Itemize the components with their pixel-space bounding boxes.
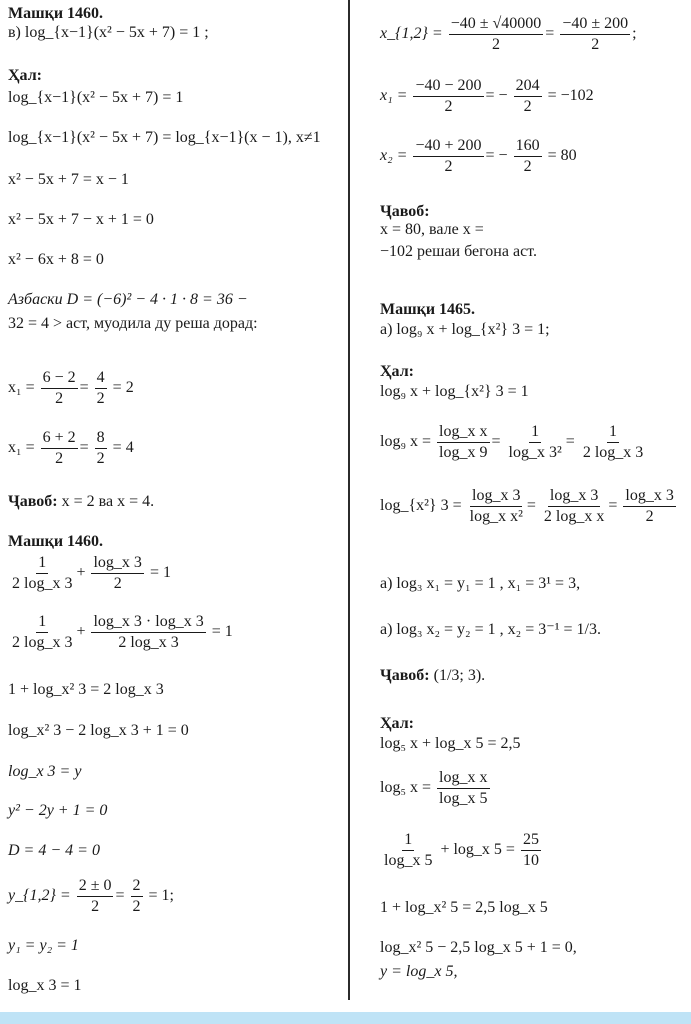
- equation-line: y = log_x 5,: [380, 963, 458, 980]
- equation-lhs: y_{1,2} =: [8, 887, 71, 905]
- numerator: 6 + 2: [41, 430, 78, 449]
- numerator: log_x x: [437, 424, 489, 443]
- equation-rhs: = 1: [149, 564, 171, 582]
- numerator: log_x 3: [91, 555, 143, 574]
- denominator: 2: [444, 158, 453, 175]
- numerator: −40 ± 200: [560, 16, 630, 35]
- numerator: log_x 3: [548, 488, 600, 507]
- denominator: 2: [96, 390, 105, 407]
- equation-line: а) log₃ x₂ = y₂ = 1 , x₂ = 3⁻¹ = 1/3.: [380, 621, 601, 638]
- denominator: 2: [444, 98, 453, 115]
- equation-line: а) log₃ x₁ = y₁ = 1 , x₁ = 3¹ = 3,: [380, 575, 581, 592]
- denominator: 2: [645, 508, 654, 525]
- denominator: log_x 9: [439, 444, 488, 461]
- equation-line: log_x 3 = 1: [8, 977, 82, 994]
- equation-lhs: log_{x²} 3 =: [380, 497, 462, 515]
- numerator: 2 ± 0: [77, 878, 114, 897]
- denominator: 2: [523, 98, 532, 115]
- denominator: log_x 3²: [508, 444, 562, 461]
- fraction: [468, 488, 525, 525]
- fraction: [542, 488, 606, 525]
- solution-label: Ҳал:: [380, 363, 414, 380]
- equation-line: [380, 832, 543, 869]
- root-x2: x₁ = $\frac{6 + 2}{2}$ = $\frac{8}{2}$ = 4: [8, 429, 134, 467]
- fraction: [91, 614, 205, 651]
- fraction: [95, 370, 107, 407]
- exercise-heading: Машқи 1465.: [380, 301, 476, 318]
- numerator: log_x x: [437, 770, 489, 789]
- fraction: [514, 78, 542, 115]
- equation-line: log_x 3 = y: [8, 763, 82, 780]
- equation-line: y_{1,2} = $\frac{2 \pm 0}{2}$ = $\frac{2}{2}$ = 1;: [8, 877, 174, 915]
- equation-rhs: = 1: [211, 623, 233, 641]
- denominator: 2 log_x x: [543, 508, 605, 525]
- equation-line: log₉ x = $\frac{\text{log\_x x}}{\log\_x 9}$ = $\frac{1}{\text{log\_x 3²}}$ = $\frac{1}{2 \log\_x 3}$: [380, 423, 644, 461]
- equation-line: [380, 770, 492, 807]
- numerator: 160: [514, 138, 542, 157]
- numerator: 204: [514, 78, 542, 97]
- equation-rhs: ;: [632, 25, 637, 43]
- fraction: [521, 832, 541, 869]
- denominator: 2 log_x 3: [118, 634, 179, 651]
- denominator: 2: [113, 575, 122, 592]
- equation-line: x² − 5x + 7 = x − 1: [8, 171, 129, 188]
- equation-line: [380, 78, 594, 115]
- equation-lhs: log₉ x =: [380, 433, 432, 451]
- numerator: 1: [36, 614, 48, 633]
- denominator: 2: [523, 158, 532, 175]
- exercise-heading: Машқи 1460.: [8, 5, 104, 22]
- root-x1: x₁ = $\frac{6 - 2}{2}$ = $\frac{4}{2}$ = 2: [8, 369, 134, 407]
- denominator: 2: [55, 390, 64, 407]
- fraction: [581, 424, 645, 461]
- answer-label: Ҷавоб:: [380, 203, 430, 220]
- equation-line: y² − 2y + 1 = 0: [8, 802, 108, 819]
- equation-line: x_{1,2} = $\frac{-40 \pm √40000}{2}$ = $\frac{-40 \pm 200}{2}$ ;: [380, 15, 637, 53]
- equation-line: y₁ = y₂ = 1: [8, 937, 79, 954]
- numerator: −40 ± √40000: [449, 16, 544, 35]
- numerator: 1: [36, 555, 48, 574]
- equation-line: $\frac{1}{2 \log\_x 3}$ + $\frac{\log\_x 3}{2}$ = 1: [12, 554, 171, 592]
- equation-line: 1 + log_x² 5 = 2,5 log_x 5: [380, 899, 548, 916]
- fraction: [95, 430, 107, 467]
- denominator: 2: [55, 450, 64, 467]
- exercise-heading: Машқи 1460.: [8, 533, 104, 550]
- numerator: 2: [131, 878, 143, 897]
- discriminant-text: 32 = 4 > аст, муодила ду реша дорад:: [8, 315, 258, 332]
- denominator: 2 log_x 3: [582, 444, 644, 461]
- answer-label: Ҷавоб:: [8, 493, 58, 510]
- equation-line: log_x² 3 − 2 log_x 3 + 1 = 0: [8, 722, 189, 739]
- answer: [8, 494, 154, 510]
- fraction: [91, 555, 143, 592]
- fraction: [413, 138, 483, 175]
- equation-line: log_x² 5 − 2,5 log_x 5 + 1 = 0,: [380, 939, 577, 956]
- numerator: 8: [95, 430, 107, 449]
- equation-line: $\frac{1}{2 \log\_x 3}$ + $\frac{\log\_x 3 \cdot \log\_x 3}{2 \log\_x 3}$ = 1: [12, 613, 233, 651]
- fraction: [413, 78, 483, 115]
- numerator: 1: [402, 832, 414, 851]
- fraction: [382, 832, 434, 869]
- equation-line: x² − 5x + 7 − x + 1 = 0: [8, 211, 154, 228]
- footer-band: [0, 1012, 691, 1024]
- denominator: 2: [591, 36, 600, 53]
- fraction: [131, 878, 143, 915]
- root-value: = 4: [112, 439, 134, 457]
- answer-text: x = 2 ва x = 4.: [61, 493, 155, 510]
- solution-label: Ҳал:: [380, 715, 414, 732]
- denominator: 10: [522, 852, 539, 869]
- numerator: 1: [607, 424, 619, 443]
- fraction: [10, 555, 74, 592]
- equation-line: 1 + log_x² 3 = 2 log_x 3: [8, 681, 164, 698]
- numerator: log_x 3 · log_x 3: [91, 614, 205, 633]
- numerator: 6 − 2: [41, 370, 78, 389]
- answer: [380, 668, 485, 684]
- answer-text: x = 80, вале x =: [380, 221, 484, 238]
- equation-line: log_{x−1}(x² − 5x + 7) = 1: [8, 89, 184, 106]
- discriminant-text: Азбаски D = (−6)² − 4 · 1 · 8 = 36 −: [8, 291, 248, 308]
- equation-line: D = 4 − 4 = 0: [8, 842, 100, 859]
- fraction: [41, 430, 78, 467]
- equation-lhs: x₁ =: [380, 87, 408, 105]
- answer-label: Ҷавоб:: [380, 667, 430, 684]
- denominator: 2: [132, 898, 141, 915]
- fraction: [560, 16, 630, 53]
- equation-line: [380, 138, 577, 175]
- denominator: 2 log_x 3: [12, 634, 73, 651]
- equation-line: log₉ x + log_{x²} 3 = 1: [380, 383, 529, 400]
- denominator: 2 log_x 3: [12, 575, 73, 592]
- equation-line: log_{x²} 3 = $\frac{\log\_x 3}{\text{log\_x x²}}$ = $\frac{\log\_x 3}{\text{2 log\_x x}}$ = $\frac{\log\_x 3}{2}$: [380, 487, 674, 525]
- equation-rhs: = −102: [547, 87, 594, 105]
- answer-text: (1/3; 3).: [433, 667, 486, 684]
- denominator: log_x x²: [469, 508, 523, 525]
- root-value: = 2: [112, 379, 134, 397]
- equation-rhs: = 80: [547, 147, 577, 165]
- equation-mid: + log_x 5 =: [440, 841, 515, 859]
- numerator: log_x 3: [623, 488, 675, 507]
- numerator: 1: [529, 424, 541, 443]
- solution-label: Ҳал:: [8, 67, 42, 84]
- equation-line: log₅ x + log_x 5 = 2,5: [380, 735, 521, 752]
- equation-lhs: x_{1,2} =: [380, 25, 443, 43]
- fraction: [449, 16, 544, 53]
- fraction: [41, 370, 78, 407]
- denominator: log_x 5: [439, 790, 488, 807]
- equation-rhs: = 1;: [148, 887, 174, 905]
- fraction: [514, 138, 542, 175]
- column-divider: [348, 0, 350, 1000]
- numerator: log_x 3: [470, 488, 522, 507]
- equation-mid: = −: [485, 87, 508, 105]
- equation-line: x² − 6x + 8 = 0: [8, 251, 104, 268]
- answer-text: −102 решаи бегона аст.: [380, 243, 537, 260]
- numerator: 25: [521, 832, 541, 851]
- fraction: [507, 424, 564, 461]
- equation-lhs: log₅ x =: [380, 779, 432, 797]
- problem-statement: а) log₉ x + log_{x²} 3 = 1;: [380, 321, 550, 338]
- root-lhs: x₁ =: [8, 439, 35, 457]
- denominator: log_x 5: [384, 852, 433, 869]
- problem-statement: в) log_{x−1}(x² − 5x + 7) = 1 ;: [8, 24, 209, 41]
- denominator: 2: [91, 898, 100, 915]
- numerator: 4: [95, 370, 107, 389]
- equation-lhs: x₂ =: [380, 147, 408, 165]
- fraction: [10, 614, 74, 651]
- root-lhs: x₁ =: [8, 379, 35, 397]
- numerator: −40 + 200: [413, 138, 483, 157]
- equation-line: log_{x−1}(x² − 5x + 7) = log_{x−1}(x − 1), x≠1: [8, 129, 321, 146]
- fraction: [77, 878, 114, 915]
- equation-mid: = −: [485, 147, 508, 165]
- fraction: [623, 488, 675, 525]
- denominator: 2: [492, 36, 500, 53]
- numerator: −40 − 200: [413, 78, 483, 97]
- fraction: [437, 770, 489, 807]
- denominator: 2: [96, 450, 105, 467]
- fraction: [437, 424, 489, 461]
